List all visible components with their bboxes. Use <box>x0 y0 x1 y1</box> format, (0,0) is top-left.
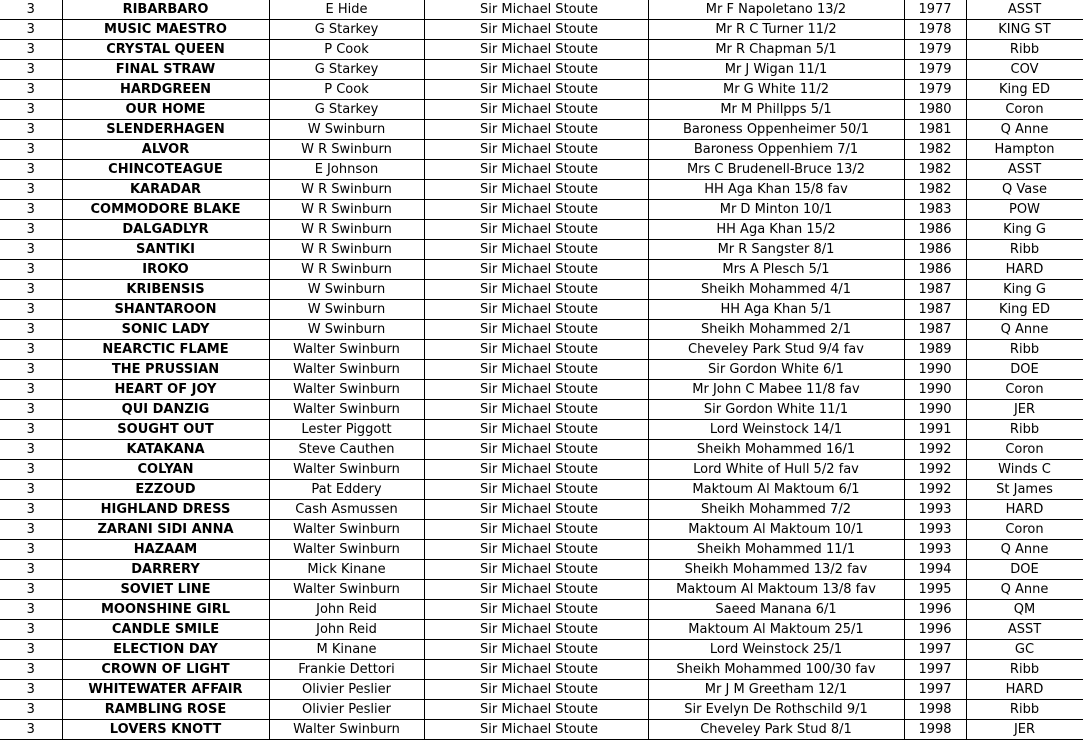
race-cell[interactable]: POW <box>966 200 1083 220</box>
owner-odds-cell[interactable]: HH Aga Khan 15/2 <box>648 220 904 240</box>
owner-odds-cell[interactable]: Mr F Napoletano 13/2 <box>648 0 904 20</box>
trainer-cell[interactable]: Sir Michael Stoute <box>424 260 648 280</box>
trainer-cell[interactable]: Sir Michael Stoute <box>424 460 648 480</box>
race-cell[interactable]: GC <box>966 640 1083 660</box>
trainer-cell[interactable]: Sir Michael Stoute <box>424 140 648 160</box>
year-cell[interactable]: 1986 <box>904 240 966 260</box>
year-cell[interactable]: 1989 <box>904 340 966 360</box>
table-row <box>0 620 1083 640</box>
year-cell[interactable]: 1990 <box>904 360 966 380</box>
trainer-cell[interactable]: Sir Michael Stoute <box>424 100 648 120</box>
race-cell[interactable]: Ribb <box>966 340 1083 360</box>
horse-cell[interactable]: SHANTAROON <box>62 300 269 320</box>
count-cell[interactable]: 3 <box>0 700 62 720</box>
table-row <box>0 60 1083 80</box>
jockey-cell[interactable]: Mick Kinane <box>269 560 424 580</box>
horse-cell[interactable]: CHINCOTEAGUE <box>62 160 269 180</box>
table-row <box>0 80 1083 100</box>
table-row <box>0 240 1083 260</box>
count-cell[interactable]: 3 <box>0 560 62 580</box>
owner-odds-cell[interactable]: Cheveley Park Stud 8/1 <box>648 720 904 740</box>
year-cell[interactable]: 1997 <box>904 680 966 700</box>
year-cell[interactable]: 1990 <box>904 380 966 400</box>
race-cell[interactable]: ASST <box>966 620 1083 640</box>
count-cell[interactable]: 3 <box>0 720 62 740</box>
year-cell[interactable]: 1996 <box>904 600 966 620</box>
horse-cell[interactable]: SOUGHT OUT <box>62 420 269 440</box>
owner-odds-cell[interactable]: Lord Weinstock 25/1 <box>648 640 904 660</box>
year-cell[interactable]: 1992 <box>904 480 966 500</box>
jockey-cell[interactable]: G Starkey <box>269 60 424 80</box>
trainer-cell[interactable]: Sir Michael Stoute <box>424 220 648 240</box>
horse-cell[interactable]: SOVIET LINE <box>62 580 269 600</box>
table-row <box>0 700 1083 720</box>
jockey-cell[interactable]: Walter Swinburn <box>269 520 424 540</box>
trainer-cell[interactable]: Sir Michael Stoute <box>424 20 648 40</box>
trainer-cell[interactable]: Sir Michael Stoute <box>424 540 648 560</box>
table-row <box>0 300 1083 320</box>
trainer-cell[interactable]: Sir Michael Stoute <box>424 40 648 60</box>
jockey-cell[interactable]: E Hide <box>269 0 424 20</box>
jockey-cell[interactable]: Frankie Dettori <box>269 660 424 680</box>
trainer-cell[interactable]: Sir Michael Stoute <box>424 500 648 520</box>
horse-cell[interactable]: KRIBENSIS <box>62 280 269 300</box>
table-row <box>0 440 1083 460</box>
horse-cell[interactable]: MUSIC MAESTRO <box>62 20 269 40</box>
year-cell[interactable]: 1983 <box>904 200 966 220</box>
trainer-cell[interactable]: Sir Michael Stoute <box>424 0 648 20</box>
race-cell[interactable]: Hampton <box>966 140 1083 160</box>
horse-cell[interactable]: QUI DANZIG <box>62 400 269 420</box>
jockey-cell[interactable]: Walter Swinburn <box>269 540 424 560</box>
trainer-cell[interactable]: Sir Michael Stoute <box>424 60 648 80</box>
jockey-cell[interactable]: Walter Swinburn <box>269 360 424 380</box>
table-row <box>0 320 1083 340</box>
year-cell[interactable]: 1991 <box>904 420 966 440</box>
race-cell[interactable]: St James <box>966 480 1083 500</box>
horse-cell[interactable]: MOONSHINE GIRL <box>62 600 269 620</box>
owner-odds-cell[interactable]: Lord White of Hull 5/2 fav <box>648 460 904 480</box>
count-cell[interactable]: 3 <box>0 580 62 600</box>
race-cell[interactable]: Coron <box>966 380 1083 400</box>
trainer-cell[interactable]: Sir Michael Stoute <box>424 180 648 200</box>
race-cell[interactable]: KING ST <box>966 20 1083 40</box>
horse-cell[interactable]: FINAL STRAW <box>62 60 269 80</box>
race-cell[interactable]: Q Anne <box>966 120 1083 140</box>
table-row <box>0 100 1083 120</box>
horse-cell[interactable]: ALVOR <box>62 140 269 160</box>
horse-cell[interactable]: HAZAAM <box>62 540 269 560</box>
count-cell[interactable]: 3 <box>0 660 62 680</box>
count-cell[interactable]: 3 <box>0 40 62 60</box>
race-cell[interactable]: HARD <box>966 260 1083 280</box>
owner-odds-cell[interactable]: Baroness Oppenheimer 50/1 <box>648 120 904 140</box>
year-cell[interactable]: 1986 <box>904 220 966 240</box>
horse-cell[interactable]: COLYAN <box>62 460 269 480</box>
year-cell[interactable]: 1997 <box>904 640 966 660</box>
race-cell[interactable]: ASST <box>966 160 1083 180</box>
trainer-cell[interactable]: Sir Michael Stoute <box>424 660 648 680</box>
table-row <box>0 160 1083 180</box>
owner-odds-cell[interactable]: Sir Gordon White 11/1 <box>648 400 904 420</box>
jockey-cell[interactable]: Olivier Peslier <box>269 700 424 720</box>
jockey-cell[interactable]: W R Swinburn <box>269 200 424 220</box>
count-cell[interactable]: 3 <box>0 100 62 120</box>
jockey-cell[interactable]: W R Swinburn <box>269 180 424 200</box>
year-cell[interactable]: 1994 <box>904 560 966 580</box>
year-cell[interactable]: 1986 <box>904 260 966 280</box>
table-row <box>0 680 1083 700</box>
table-row <box>0 720 1083 740</box>
jockey-cell[interactable]: Walter Swinburn <box>269 380 424 400</box>
trainer-cell[interactable]: Sir Michael Stoute <box>424 520 648 540</box>
count-cell[interactable]: 3 <box>0 140 62 160</box>
table-row <box>0 520 1083 540</box>
horse-cell[interactable]: EZZOUD <box>62 480 269 500</box>
year-cell[interactable]: 1993 <box>904 540 966 560</box>
jockey-cell[interactable]: W R Swinburn <box>269 220 424 240</box>
jockey-cell[interactable]: Walter Swinburn <box>269 340 424 360</box>
year-cell[interactable]: 1996 <box>904 620 966 640</box>
horse-cell[interactable]: DARRERY <box>62 560 269 580</box>
horse-cell[interactable]: OUR HOME <box>62 100 269 120</box>
race-cell[interactable]: HARD <box>966 500 1083 520</box>
horse-cell[interactable]: COMMODORE BLAKE <box>62 200 269 220</box>
trainer-cell[interactable]: Sir Michael Stoute <box>424 640 648 660</box>
count-cell[interactable]: 3 <box>0 200 62 220</box>
race-cell[interactable]: Q Anne <box>966 580 1083 600</box>
jockey-cell[interactable]: Pat Eddery <box>269 480 424 500</box>
owner-odds-cell[interactable]: Mr M Phillpps 5/1 <box>648 100 904 120</box>
year-cell[interactable]: 1982 <box>904 180 966 200</box>
owner-odds-cell[interactable]: Sir Gordon White 6/1 <box>648 360 904 380</box>
trainer-cell[interactable]: Sir Michael Stoute <box>424 360 648 380</box>
horse-cell[interactable]: KATAKANA <box>62 440 269 460</box>
owner-odds-cell[interactable]: Maktoum Al Maktoum 10/1 <box>648 520 904 540</box>
year-cell[interactable]: 1987 <box>904 280 966 300</box>
count-cell[interactable]: 3 <box>0 480 62 500</box>
year-cell[interactable]: 1977 <box>904 0 966 20</box>
year-cell[interactable]: 1980 <box>904 100 966 120</box>
jockey-cell[interactable]: M Kinane <box>269 640 424 660</box>
owner-odds-cell[interactable]: Sheikh Mohammed 7/2 <box>648 500 904 520</box>
year-cell[interactable]: 1993 <box>904 500 966 520</box>
race-cell[interactable]: Ribb <box>966 40 1083 60</box>
race-cell[interactable]: Winds C <box>966 460 1083 480</box>
jockey-cell[interactable]: G Starkey <box>269 20 424 40</box>
horse-cell[interactable]: ZARANI SIDI ANNA <box>62 520 269 540</box>
owner-odds-cell[interactable]: Sheikh Mohammed 16/1 <box>648 440 904 460</box>
owner-odds-cell[interactable]: Baroness Oppenhiem 7/1 <box>648 140 904 160</box>
table-row <box>0 580 1083 600</box>
owner-odds-cell[interactable]: Sheikh Mohammed 4/1 <box>648 280 904 300</box>
count-cell[interactable]: 3 <box>0 360 62 380</box>
race-cell[interactable]: JER <box>966 400 1083 420</box>
trainer-cell[interactable]: Sir Michael Stoute <box>424 480 648 500</box>
table-row <box>0 660 1083 680</box>
trainer-cell[interactable]: Sir Michael Stoute <box>424 240 648 260</box>
table-row <box>0 640 1083 660</box>
table-row <box>0 380 1083 400</box>
count-cell[interactable]: 3 <box>0 60 62 80</box>
trainer-cell[interactable]: Sir Michael Stoute <box>424 80 648 100</box>
race-cell[interactable]: Coron <box>966 100 1083 120</box>
owner-odds-cell[interactable]: Mr R C Turner 11/2 <box>648 20 904 40</box>
race-cell[interactable]: JER <box>966 720 1083 740</box>
count-cell[interactable]: 3 <box>0 460 62 480</box>
year-cell[interactable]: 1982 <box>904 140 966 160</box>
table-row <box>0 40 1083 60</box>
jockey-cell[interactable]: Walter Swinburn <box>269 460 424 480</box>
count-cell[interactable]: 3 <box>0 680 62 700</box>
jockey-cell[interactable]: W R Swinburn <box>269 260 424 280</box>
owner-odds-cell[interactable]: Maktoum Al Maktoum 13/8 fav <box>648 580 904 600</box>
race-cell[interactable]: King G <box>966 280 1083 300</box>
table-row <box>0 560 1083 580</box>
race-cell[interactable]: Q Anne <box>966 540 1083 560</box>
table-row <box>0 120 1083 140</box>
table-row <box>0 600 1083 620</box>
horse-cell[interactable]: CANDLE SMILE <box>62 620 269 640</box>
trainer-cell[interactable]: Sir Michael Stoute <box>424 280 648 300</box>
owner-odds-cell[interactable]: Mr J Wigan 11/1 <box>648 60 904 80</box>
jockey-cell[interactable]: Olivier Peslier <box>269 680 424 700</box>
trainer-cell[interactable]: Sir Michael Stoute <box>424 560 648 580</box>
horse-cell[interactable]: DALGADLYR <box>62 220 269 240</box>
race-cell[interactable]: King ED <box>966 300 1083 320</box>
count-cell[interactable]: 3 <box>0 640 62 660</box>
count-cell[interactable]: 3 <box>0 340 62 360</box>
trainer-cell[interactable]: Sir Michael Stoute <box>424 400 648 420</box>
owner-odds-cell[interactable]: Mr J M Greetham 12/1 <box>648 680 904 700</box>
jockey-cell[interactable]: W Swinburn <box>269 280 424 300</box>
count-cell[interactable]: 3 <box>0 440 62 460</box>
jockey-cell[interactable]: W Swinburn <box>269 300 424 320</box>
table-row <box>0 0 1083 20</box>
count-cell[interactable]: 3 <box>0 420 62 440</box>
owner-odds-cell[interactable]: Mr D Minton 10/1 <box>648 200 904 220</box>
year-cell[interactable]: 1987 <box>904 320 966 340</box>
trainer-cell[interactable]: Sir Michael Stoute <box>424 200 648 220</box>
horse-cell[interactable]: SANTIKI <box>62 240 269 260</box>
count-cell[interactable]: 3 <box>0 20 62 40</box>
owner-odds-cell[interactable]: Saeed Manana 6/1 <box>648 600 904 620</box>
trainer-cell[interactable]: Sir Michael Stoute <box>424 720 648 740</box>
jockey-cell[interactable]: W R Swinburn <box>269 240 424 260</box>
count-cell[interactable]: 3 <box>0 400 62 420</box>
table-row <box>0 280 1083 300</box>
owner-odds-cell[interactable]: Mr John C Mabee 11/8 fav <box>648 380 904 400</box>
jockey-cell[interactable]: W Swinburn <box>269 120 424 140</box>
trainer-cell[interactable]: Sir Michael Stoute <box>424 160 648 180</box>
owner-odds-cell[interactable]: Cheveley Park Stud 9/4 fav <box>648 340 904 360</box>
owner-odds-cell[interactable]: Sheikh Mohammed 100/30 fav <box>648 660 904 680</box>
table-row <box>0 480 1083 500</box>
race-cell[interactable]: Ribb <box>966 700 1083 720</box>
count-cell[interactable]: 3 <box>0 0 62 20</box>
table-row <box>0 260 1083 280</box>
year-cell[interactable]: 1995 <box>904 580 966 600</box>
jockey-cell[interactable]: P Cook <box>269 80 424 100</box>
table-row <box>0 540 1083 560</box>
owner-odds-cell[interactable]: Maktoum Al Maktoum 25/1 <box>648 620 904 640</box>
count-cell[interactable]: 3 <box>0 300 62 320</box>
year-cell[interactable]: 1987 <box>904 300 966 320</box>
owner-odds-cell[interactable]: HH Aga Khan 15/8 fav <box>648 180 904 200</box>
horse-cell[interactable]: ELECTION DAY <box>62 640 269 660</box>
count-cell[interactable]: 3 <box>0 520 62 540</box>
race-cell[interactable]: Ribb <box>966 240 1083 260</box>
jockey-cell[interactable]: John Reid <box>269 620 424 640</box>
count-cell[interactable]: 3 <box>0 160 62 180</box>
table-row <box>0 20 1083 40</box>
jockey-cell[interactable]: John Reid <box>269 600 424 620</box>
jockey-cell[interactable]: Walter Swinburn <box>269 720 424 740</box>
trainer-cell[interactable]: Sir Michael Stoute <box>424 120 648 140</box>
count-cell[interactable]: 3 <box>0 500 62 520</box>
jockey-cell[interactable]: Walter Swinburn <box>269 580 424 600</box>
race-cell[interactable]: DOE <box>966 360 1083 380</box>
count-cell[interactable]: 3 <box>0 120 62 140</box>
trainer-cell[interactable]: Sir Michael Stoute <box>424 340 648 360</box>
year-cell[interactable]: 1997 <box>904 660 966 680</box>
table-row <box>0 220 1083 240</box>
horse-cell[interactable]: KARADAR <box>62 180 269 200</box>
horse-cell[interactable]: RIBARBARO <box>62 0 269 20</box>
trainer-cell[interactable]: Sir Michael Stoute <box>424 620 648 640</box>
race-cell[interactable]: Q Vase <box>966 180 1083 200</box>
table-row <box>0 400 1083 420</box>
owner-odds-cell[interactable]: Mrs A Plesch 5/1 <box>648 260 904 280</box>
count-cell[interactable]: 3 <box>0 380 62 400</box>
owner-odds-cell[interactable]: Mr R Chapman 5/1 <box>648 40 904 60</box>
owner-odds-cell[interactable]: Mrs C Brudenell-Bruce 13/2 <box>648 160 904 180</box>
trainer-cell[interactable]: Sir Michael Stoute <box>424 680 648 700</box>
count-cell[interactable]: 3 <box>0 180 62 200</box>
owner-odds-cell[interactable]: HH Aga Khan 5/1 <box>648 300 904 320</box>
trainer-cell[interactable]: Sir Michael Stoute <box>424 700 648 720</box>
year-cell[interactable]: 1992 <box>904 440 966 460</box>
year-cell[interactable]: 1978 <box>904 20 966 40</box>
owner-odds-cell[interactable]: Mr R Sangster 8/1 <box>648 240 904 260</box>
horse-cell[interactable]: IROKO <box>62 260 269 280</box>
year-cell[interactable]: 1990 <box>904 400 966 420</box>
table-row <box>0 500 1083 520</box>
owner-odds-cell[interactable]: Sir Evelyn De Rothschild 9/1 <box>648 700 904 720</box>
horse-cell[interactable]: WHITEWATER AFFAIR <box>62 680 269 700</box>
trainer-cell[interactable]: Sir Michael Stoute <box>424 300 648 320</box>
year-cell[interactable]: 1979 <box>904 60 966 80</box>
jockey-cell[interactable]: Lester Piggott <box>269 420 424 440</box>
jockey-cell[interactable]: Walter Swinburn <box>269 400 424 420</box>
year-cell[interactable]: 1993 <box>904 520 966 540</box>
count-cell[interactable]: 3 <box>0 620 62 640</box>
year-cell[interactable]: 1998 <box>904 720 966 740</box>
race-cell[interactable]: ASST <box>966 0 1083 20</box>
year-cell[interactable]: 1982 <box>904 160 966 180</box>
table-row <box>0 460 1083 480</box>
horse-cell[interactable]: SLENDERHAGEN <box>62 120 269 140</box>
owner-odds-cell[interactable]: Sheikh Mohammed 2/1 <box>648 320 904 340</box>
trainer-cell[interactable]: Sir Michael Stoute <box>424 320 648 340</box>
race-cell[interactable]: COV <box>966 60 1083 80</box>
owner-odds-cell[interactable]: Mr G White 11/2 <box>648 80 904 100</box>
count-cell[interactable]: 3 <box>0 320 62 340</box>
count-cell[interactable]: 3 <box>0 280 62 300</box>
trainer-cell[interactable]: Sir Michael Stoute <box>424 440 648 460</box>
horse-cell[interactable]: SONIC LADY <box>62 320 269 340</box>
table-row <box>0 140 1083 160</box>
count-cell[interactable]: 3 <box>0 80 62 100</box>
year-cell[interactable]: 1992 <box>904 460 966 480</box>
race-cell[interactable]: DOE <box>966 560 1083 580</box>
table-row <box>0 420 1083 440</box>
jockey-cell[interactable]: Steve Cauthen <box>269 440 424 460</box>
race-cell[interactable]: Q Anne <box>966 320 1083 340</box>
race-cell[interactable]: King G <box>966 220 1083 240</box>
jockey-cell[interactable]: E Johnson <box>269 160 424 180</box>
race-cell[interactable]: Coron <box>966 440 1083 460</box>
owner-odds-cell[interactable]: Sheikh Mohammed 11/1 <box>648 540 904 560</box>
year-cell[interactable]: 1979 <box>904 80 966 100</box>
race-cell[interactable]: Ribb <box>966 660 1083 680</box>
race-cell[interactable]: King ED <box>966 80 1083 100</box>
jockey-cell[interactable]: P Cook <box>269 40 424 60</box>
race-cell[interactable]: QM <box>966 600 1083 620</box>
owner-odds-cell[interactable]: Sheikh Mohammed 13/2 fav <box>648 560 904 580</box>
horse-cell[interactable]: THE PRUSSIAN <box>62 360 269 380</box>
horse-cell[interactable]: HIGHLAND DRESS <box>62 500 269 520</box>
year-cell[interactable]: 1979 <box>904 40 966 60</box>
table-row <box>0 340 1083 360</box>
jockey-cell[interactable]: W R Swinburn <box>269 140 424 160</box>
jockey-cell[interactable]: Cash Asmussen <box>269 500 424 520</box>
table-row <box>0 200 1083 220</box>
count-cell[interactable]: 3 <box>0 260 62 280</box>
horse-cell[interactable]: LOVERS KNOTT <box>62 720 269 740</box>
trainer-cell[interactable]: Sir Michael Stoute <box>424 580 648 600</box>
table-row <box>0 180 1083 200</box>
count-cell[interactable]: 3 <box>0 240 62 260</box>
trainer-cell[interactable]: Sir Michael Stoute <box>424 600 648 620</box>
count-cell[interactable]: 3 <box>0 540 62 560</box>
trainer-cell[interactable]: Sir Michael Stoute <box>424 420 648 440</box>
count-cell[interactable]: 3 <box>0 600 62 620</box>
horse-cell[interactable]: HEART OF JOY <box>62 380 269 400</box>
horse-cell[interactable]: CRYSTAL QUEEN <box>62 40 269 60</box>
race-cell[interactable]: Coron <box>966 520 1083 540</box>
horse-cell[interactable]: RAMBLING ROSE <box>62 700 269 720</box>
horse-cell[interactable]: HARDGREEN <box>62 80 269 100</box>
trainer-cell[interactable]: Sir Michael Stoute <box>424 380 648 400</box>
owner-odds-cell[interactable]: Maktoum Al Maktoum 6/1 <box>648 480 904 500</box>
owner-odds-cell[interactable]: Lord Weinstock 14/1 <box>648 420 904 440</box>
race-cell[interactable]: HARD <box>966 680 1083 700</box>
count-cell[interactable]: 3 <box>0 220 62 240</box>
table-row <box>0 360 1083 380</box>
jockey-cell[interactable]: G Starkey <box>269 100 424 120</box>
horse-cell[interactable]: CROWN OF LIGHT <box>62 660 269 680</box>
horse-cell[interactable]: NEARCTIC FLAME <box>62 340 269 360</box>
year-cell[interactable]: 1981 <box>904 120 966 140</box>
year-cell[interactable]: 1998 <box>904 700 966 720</box>
race-cell[interactable]: Ribb <box>966 420 1083 440</box>
jockey-cell[interactable]: W Swinburn <box>269 320 424 340</box>
